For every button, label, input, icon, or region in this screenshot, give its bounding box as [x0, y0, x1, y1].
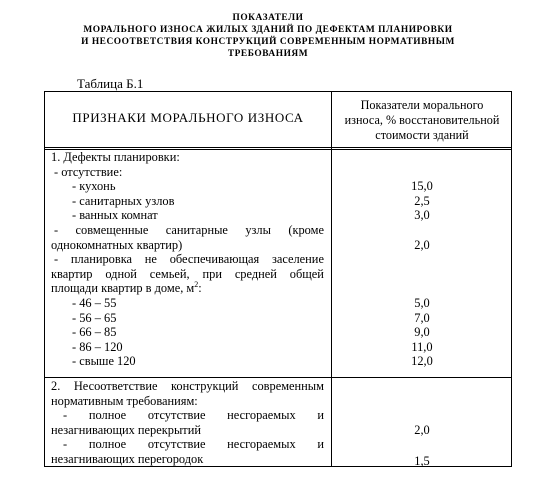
word: заселение — [271, 252, 324, 267]
header-line: стоимости зданий — [375, 128, 469, 142]
wear-table — [44, 91, 512, 467]
word: и — [317, 437, 324, 452]
word: планировка — [70, 252, 133, 267]
header-line: износа, % восстановительной — [344, 113, 500, 127]
row-value: 1,5 — [414, 454, 430, 468]
title-line: И НЕСООТВЕТСТВИЯ КОНСТРУКЦИЙ СОВРЕМЕННЫМ НОРМАТИВНЫМ — [81, 37, 455, 47]
row-value: 15,0 — [411, 179, 433, 194]
word: отсутствие — [147, 437, 206, 452]
word: конструкций — [171, 379, 239, 393]
title-line: ПОКАЗАТЕЛИ — [232, 13, 304, 23]
row-label — [51, 281, 202, 296]
row-label: незагнивающих перекрытий — [51, 422, 201, 437]
word: средней — [234, 266, 277, 281]
row-value: 3,0 — [414, 208, 430, 223]
word: и — [317, 408, 324, 423]
row-value: 2,0 — [414, 237, 430, 252]
section-title — [51, 379, 324, 394]
word: одной — [105, 266, 137, 281]
row-label — [51, 267, 324, 282]
word: (кроме — [288, 223, 324, 237]
word: санитарные — [165, 223, 228, 237]
row-label: незагнивающих перегородок — [51, 452, 204, 466]
text: : — [198, 281, 202, 296]
section-title: нормативным требованиям: — [51, 393, 198, 408]
word: узлы — [245, 223, 271, 237]
header-indicators — [332, 98, 512, 143]
word: полное — [88, 437, 127, 452]
row-label: - 46 – 55 — [72, 296, 117, 310]
section-title: 1. Дефекты планировки: — [51, 150, 180, 164]
word: совмещенные — [75, 223, 149, 237]
row-label — [54, 252, 324, 267]
row-value: 7,0 — [414, 310, 430, 325]
row-value: 9,0 — [414, 325, 430, 340]
word: не — [144, 252, 157, 267]
row-label — [63, 408, 324, 423]
row-value: 2,0 — [414, 422, 430, 437]
word: семьей, — [149, 266, 190, 281]
row-label: - отсутствие: — [54, 164, 123, 179]
title-line: ТРЕБОВАНИЯМ — [227, 49, 309, 59]
word: общей — [289, 266, 324, 281]
document-title — [0, 12, 536, 60]
word: 2. — [51, 379, 61, 393]
row-label: - 66 – 85 — [72, 325, 117, 340]
row-label: однокомнатных квартир) — [51, 237, 183, 252]
word: отсутствие — [147, 408, 206, 423]
row-label: - 56 – 65 — [72, 310, 117, 325]
title-line: МОРАЛЬНОГО ИЗНОСА ЖИЛЫХ ЗДАНИЙ ПО ДЕФЕКТАМ ПЛАНИРОВКИ — [83, 25, 453, 35]
text: площади квартир в доме, м — [51, 281, 195, 296]
word: - — [54, 223, 59, 237]
word: полное — [88, 408, 127, 423]
word: современным — [251, 379, 324, 393]
word: при — [202, 266, 222, 281]
section-divider — [45, 377, 511, 378]
row-label: - кухонь — [72, 179, 116, 194]
row-value: 11,0 — [411, 339, 433, 354]
row-value: 12,0 — [411, 354, 433, 369]
superscript: 2 — [194, 280, 199, 290]
table-caption: Таблица Б.1 — [77, 76, 144, 91]
word: - — [54, 252, 59, 267]
row-label — [54, 223, 324, 238]
header-line: Показатели морального — [360, 98, 484, 112]
row-label: - 86 – 120 — [72, 339, 123, 354]
word: обеспечивающая — [169, 252, 260, 267]
row-value: 5,0 — [414, 296, 430, 310]
row-label: - ванных комнат — [72, 208, 158, 223]
row-label — [63, 437, 324, 452]
word: - — [63, 437, 68, 452]
row-value: 2,5 — [414, 193, 430, 208]
word: Несоответствие — [73, 379, 158, 393]
word: квартир — [51, 266, 93, 281]
header-features: ПРИЗНАКИ МОРАЛЬНОГО ИЗНОСА — [72, 110, 304, 125]
word: несгораемых — [227, 408, 296, 423]
row-label: - санитарных узлов — [72, 193, 175, 208]
row-label: - свыше 120 — [72, 354, 136, 369]
word: - — [63, 408, 68, 423]
word: несгораемых — [227, 437, 296, 452]
